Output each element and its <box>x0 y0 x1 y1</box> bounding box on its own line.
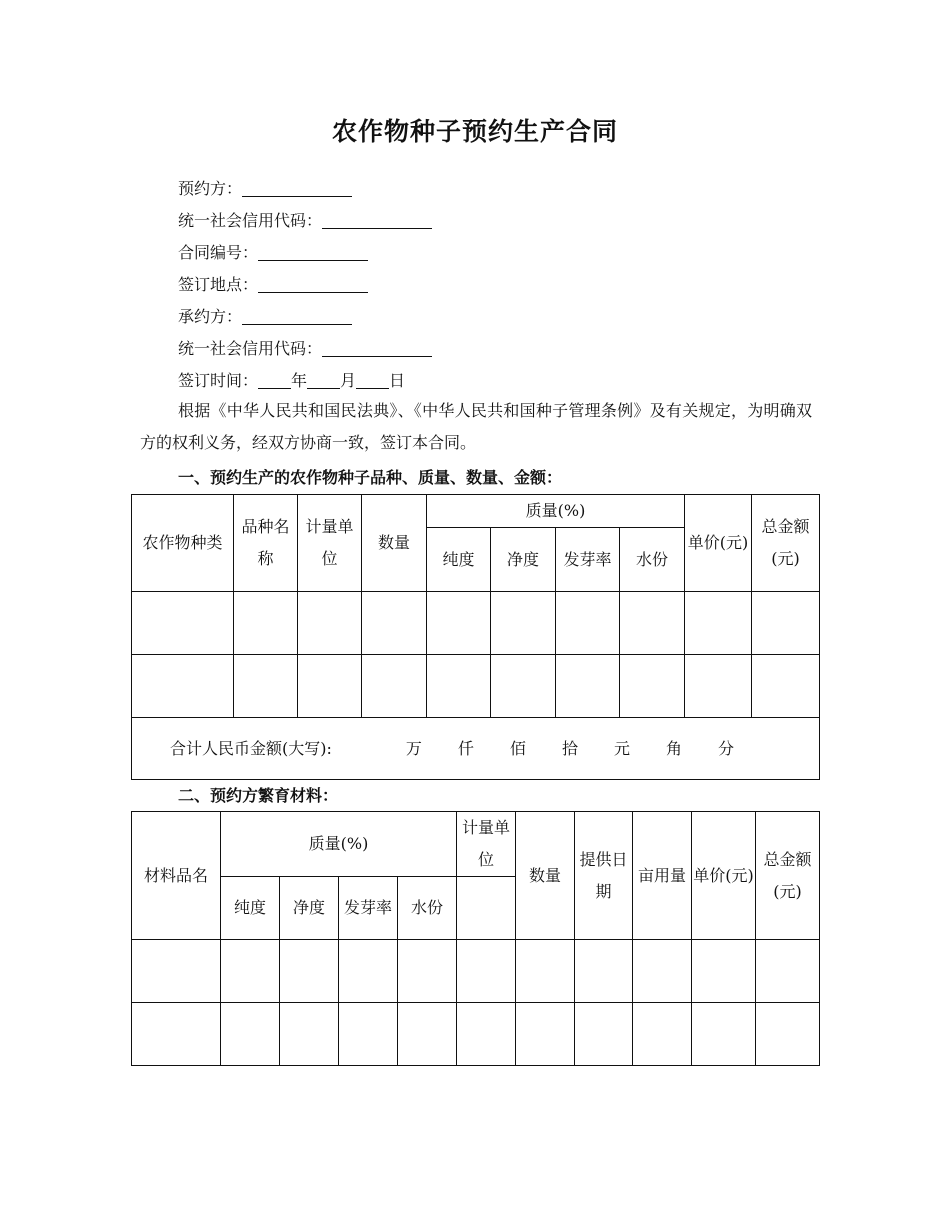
fill-blank <box>322 211 432 229</box>
field-signing-place <box>178 272 368 295</box>
header-total-amount: 总金额(元) <box>756 812 820 940</box>
unit-fen: 分 <box>717 738 734 758</box>
header-supply-date: 提供日期 <box>575 812 633 940</box>
breeding-material-table <box>131 811 820 1066</box>
fill-blank <box>258 243 368 261</box>
table-cell <box>491 655 556 718</box>
header-total-amount: 总金额(元) <box>752 495 820 592</box>
table-cell <box>633 940 692 1003</box>
fill-blank <box>322 339 432 357</box>
total-amount-row <box>132 718 820 780</box>
field-label: 合同编号： <box>178 243 259 262</box>
table-cell <box>752 592 820 655</box>
field-contracting-credit-code <box>178 336 432 359</box>
table-cell <box>280 1003 339 1066</box>
table-cell <box>457 940 516 1003</box>
table-cell <box>491 592 556 655</box>
intro-paragraph: 根据《中华人民共和国民法典》、《中华人民共和国种子管理条例》及有关规定，为明确双方的权利义务，经双方协商一致，签订本合同。 <box>140 401 812 452</box>
field-label: 预约方： <box>178 179 243 198</box>
field-appointing-party <box>178 176 352 199</box>
table-cell <box>752 655 820 718</box>
field-label: 承约方： <box>178 307 243 326</box>
fill-blank <box>307 371 340 389</box>
header-quantity: 数量 <box>362 495 427 592</box>
table-cell <box>756 940 820 1003</box>
table-cell <box>556 592 620 655</box>
total-amount-label: 合计人民币金额(大写): <box>170 738 332 758</box>
table-row <box>132 655 820 718</box>
header-germination: 发芽率 <box>339 877 398 940</box>
header-unit-price: 单价(元) <box>685 495 752 592</box>
header-purity: 纯度 <box>221 877 280 940</box>
field-label: 签订地点： <box>178 275 259 294</box>
field-label: 统一社会信用代码： <box>178 339 323 358</box>
year-label: 年 <box>291 371 308 390</box>
table-cell <box>620 592 685 655</box>
fill-blank <box>242 307 352 325</box>
table-cell <box>633 1003 692 1066</box>
table-cell <box>516 940 575 1003</box>
unit-wan: 万 <box>405 738 422 758</box>
header-material-name: 材料品名 <box>132 812 221 940</box>
table-cell <box>556 655 620 718</box>
table-cell <box>620 655 685 718</box>
table-cell <box>575 940 633 1003</box>
total-amount-cell <box>132 718 820 780</box>
section1-heading: 一、预约生产的农作物种子品种、质量、数量、金额： <box>178 468 563 487</box>
table-cell <box>221 1003 280 1066</box>
header-crop-type: 农作物种类 <box>132 495 234 592</box>
table-row <box>132 940 820 1003</box>
unit-bai: 佰 <box>509 738 526 758</box>
table-cell <box>339 1003 398 1066</box>
table-cell <box>339 940 398 1003</box>
table-cell <box>362 592 427 655</box>
table-cell <box>685 655 752 718</box>
header-variety-name: 品种名称 <box>234 495 298 592</box>
table-cell <box>234 655 298 718</box>
table-cell <box>132 940 221 1003</box>
fill-blank <box>258 275 368 293</box>
fill-blank <box>242 179 352 197</box>
table-cell <box>457 877 516 940</box>
header-germination: 发芽率 <box>556 528 620 592</box>
header-unit: 计量单位 <box>457 812 516 877</box>
table-cell <box>398 1003 457 1066</box>
table-cell <box>457 1003 516 1066</box>
unit-qian: 仟 <box>457 738 474 758</box>
day-label: 日 <box>389 371 406 390</box>
header-quality: 质量(%) <box>221 812 457 877</box>
header-unit-price: 单价(元) <box>692 812 756 940</box>
table-cell <box>427 592 491 655</box>
section2-heading: 二、预约方繁育材料： <box>178 786 339 805</box>
table-cell <box>685 592 752 655</box>
header-purity: 纯度 <box>427 528 491 592</box>
unit-shi: 拾 <box>561 738 578 758</box>
page-title: 农作物种子预约生产合同 <box>331 117 618 146</box>
table-cell <box>132 655 234 718</box>
header-unit: 计量单位 <box>298 495 362 592</box>
unit-jiao: 角 <box>665 738 682 758</box>
table-cell <box>132 592 234 655</box>
fill-blank <box>356 371 389 389</box>
header-cleanliness: 净度 <box>280 877 339 940</box>
table-cell <box>280 940 339 1003</box>
header-quality: 质量(%) <box>427 495 685 528</box>
field-label: 统一社会信用代码： <box>178 211 323 230</box>
fill-blank <box>258 371 291 389</box>
table-cell <box>427 655 491 718</box>
table-row <box>132 1003 820 1066</box>
header-quantity: 数量 <box>516 812 575 940</box>
header-moisture: 水份 <box>620 528 685 592</box>
table-cell <box>692 940 756 1003</box>
field-contracting-party <box>178 304 352 327</box>
month-label: 月 <box>340 371 357 390</box>
field-signing-date <box>178 368 405 391</box>
table-row <box>132 592 820 655</box>
header-cleanliness: 净度 <box>491 528 556 592</box>
table-cell <box>516 1003 575 1066</box>
table-cell <box>132 1003 221 1066</box>
field-contract-number <box>178 240 368 263</box>
table-cell <box>398 940 457 1003</box>
unit-yuan: 元 <box>613 738 630 758</box>
table-cell <box>221 940 280 1003</box>
seed-variety-table <box>131 494 820 780</box>
table-cell <box>575 1003 633 1066</box>
table-cell <box>362 655 427 718</box>
field-appointing-credit-code <box>178 208 432 231</box>
field-label: 签订时间： <box>178 371 259 390</box>
header-moisture: 水份 <box>398 877 457 940</box>
table-cell <box>692 1003 756 1066</box>
table-cell <box>756 1003 820 1066</box>
table-cell <box>234 592 298 655</box>
header-per-mu-amount: 亩用量 <box>633 812 692 940</box>
table-cell <box>298 592 362 655</box>
table-cell <box>298 655 362 718</box>
